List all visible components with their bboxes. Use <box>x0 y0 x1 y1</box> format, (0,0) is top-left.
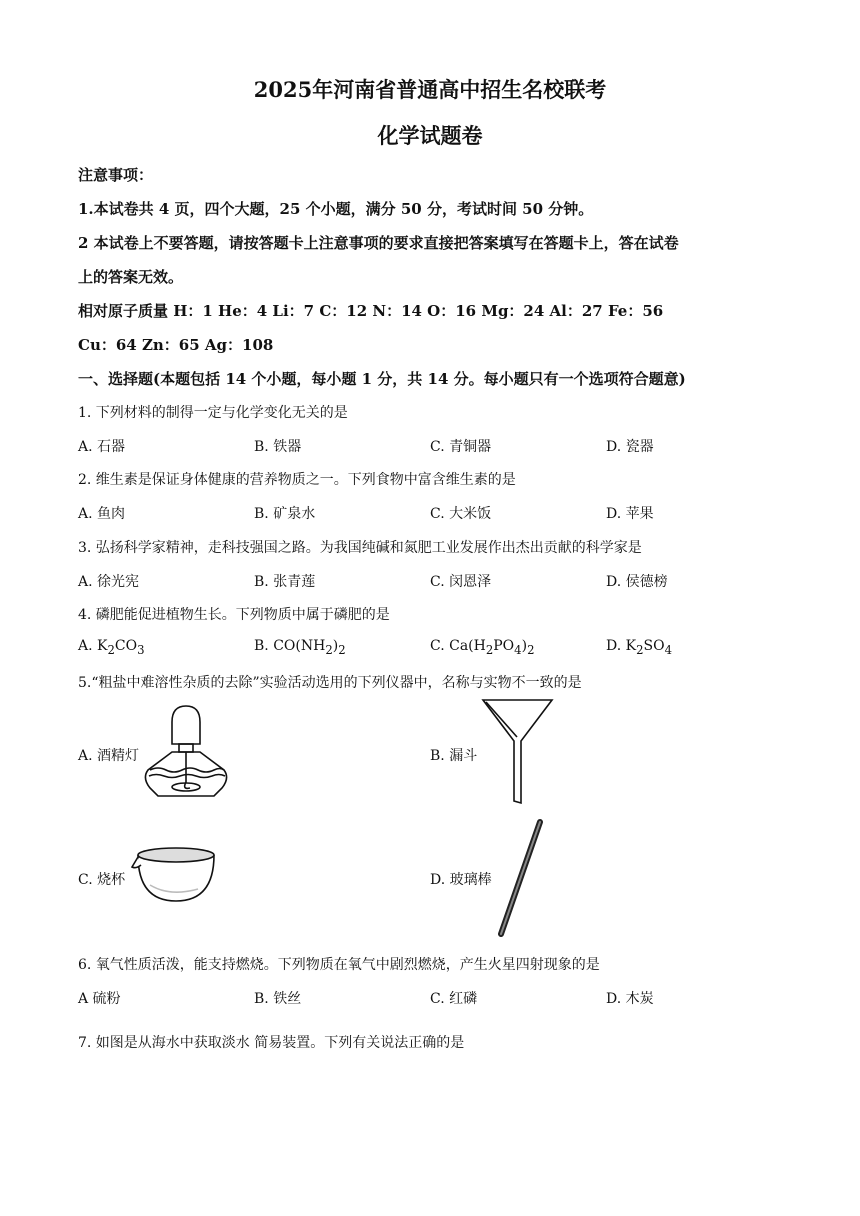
question-2-stem: 2. 维生素是保证身体健康的营养物质之一。下列食物中富含维生素的是 <box>78 472 516 488</box>
atomic-mass-line-1: 相对原子质量 H：1 He：4 Li：7 C：12 N：14 O：16 Mg：24 Al：27 Fe：56 <box>78 302 664 320</box>
question-5-option-c: C. 烧杯 <box>78 872 126 888</box>
evaporating-dish-figure <box>130 845 220 905</box>
question-2-option-c: C. 大米饭 <box>430 506 492 522</box>
question-7-stem: 7. 如图是从海水中获取淡水 简易装置。下列有关说法正确的是 <box>78 1035 465 1051</box>
section-1-heading: 一、选择题(本题包括 14 个小题，每小题 1 分，共 14 分。每小题只有一个选项符合题意) <box>78 370 686 388</box>
question-5-option-b: B. 漏斗 <box>430 748 478 764</box>
question-4-option-d: D. $K_2SO_4$ <box>606 638 673 657</box>
notes-heading: 注意事项： <box>78 166 154 184</box>
question-4-option-c: C. $Ca(H_2PO_4)_2$ <box>430 638 535 657</box>
question-4-option-b: B. $CO(NH_2)_2$ <box>254 638 346 657</box>
question-3-option-b: B. 张青莲 <box>254 574 316 590</box>
question-3-option-a: A. 徐光宪 <box>78 574 140 590</box>
question-6-option-c: C. 红磷 <box>430 991 478 1007</box>
notes-item-1: 1.本试卷共 4 页，四个大题，25 个小题，满分 50 分，考试时间 50 分钟。 <box>78 200 594 218</box>
exam-subtitle: 化学试题卷 <box>377 123 483 148</box>
question-3-option-d: D. 侯德榜 <box>606 574 668 590</box>
question-2-option-d: D. 苹果 <box>606 506 654 522</box>
funnel-figure <box>480 697 555 807</box>
question-5-stem: 5.“粗盐中难溶性杂质的去除”实验活动选用的下列仪器中，名称与实物不一致的是 <box>78 675 582 691</box>
question-5-option-d: D. 玻璃棒 <box>430 872 492 888</box>
question-4-option-a: A. $K_2CO_3$ <box>78 638 145 657</box>
notes-item-2-line-2: 上的答案无效。 <box>78 268 184 286</box>
question-6-option-a: A 硫粉 <box>78 991 121 1007</box>
question-3-option-c: C. 闵恩泽 <box>430 574 492 590</box>
question-1-option-c: C. 青铜器 <box>430 439 492 455</box>
question-6-option-d: D. 木炭 <box>606 991 654 1007</box>
question-3-stem: 3. 弘扬科学家精神，走科技强国之路。为我国纯碱和氮肥工业发展作出杰出贡献的科学家是 <box>78 540 642 556</box>
question-1-stem: 1. 下列材料的制得一定与化学变化无关的是 <box>78 405 348 421</box>
question-1-option-d: D. 瓷器 <box>606 439 654 455</box>
exam-title: 2025年河南省普通高中招生名校联考 <box>253 77 607 102</box>
atomic-mass-line-2: Cu：64 Zn：65 Ag：108 <box>78 336 274 354</box>
question-1-option-b: B. 铁器 <box>254 439 302 455</box>
alcohol-lamp-figure <box>142 704 242 800</box>
question-2-option-b: B. 矿泉水 <box>254 506 316 522</box>
question-4-stem: 4. 磷肥能促进植物生长。下列物质中属于磷肥的是 <box>78 607 390 623</box>
question-6-option-b: B. 铁丝 <box>254 991 302 1007</box>
question-5-option-a: A. 酒精灯 <box>78 748 140 764</box>
question-1-option-a: A. 石器 <box>78 439 126 455</box>
glass-rod-figure <box>495 818 545 938</box>
notes-item-2-line-1: 2 本试卷上不要答题，请按答题卡上注意事项的要求直接把答案填写在答题卡上，答在试卷 <box>78 234 679 252</box>
question-2-option-a: A. 鱼肉 <box>78 506 126 522</box>
question-6-stem: 6. 氧气性质活泼，能支持燃烧。下列物质在氧气中剧烈燃烧，产生火星四射现象的是 <box>78 957 600 973</box>
